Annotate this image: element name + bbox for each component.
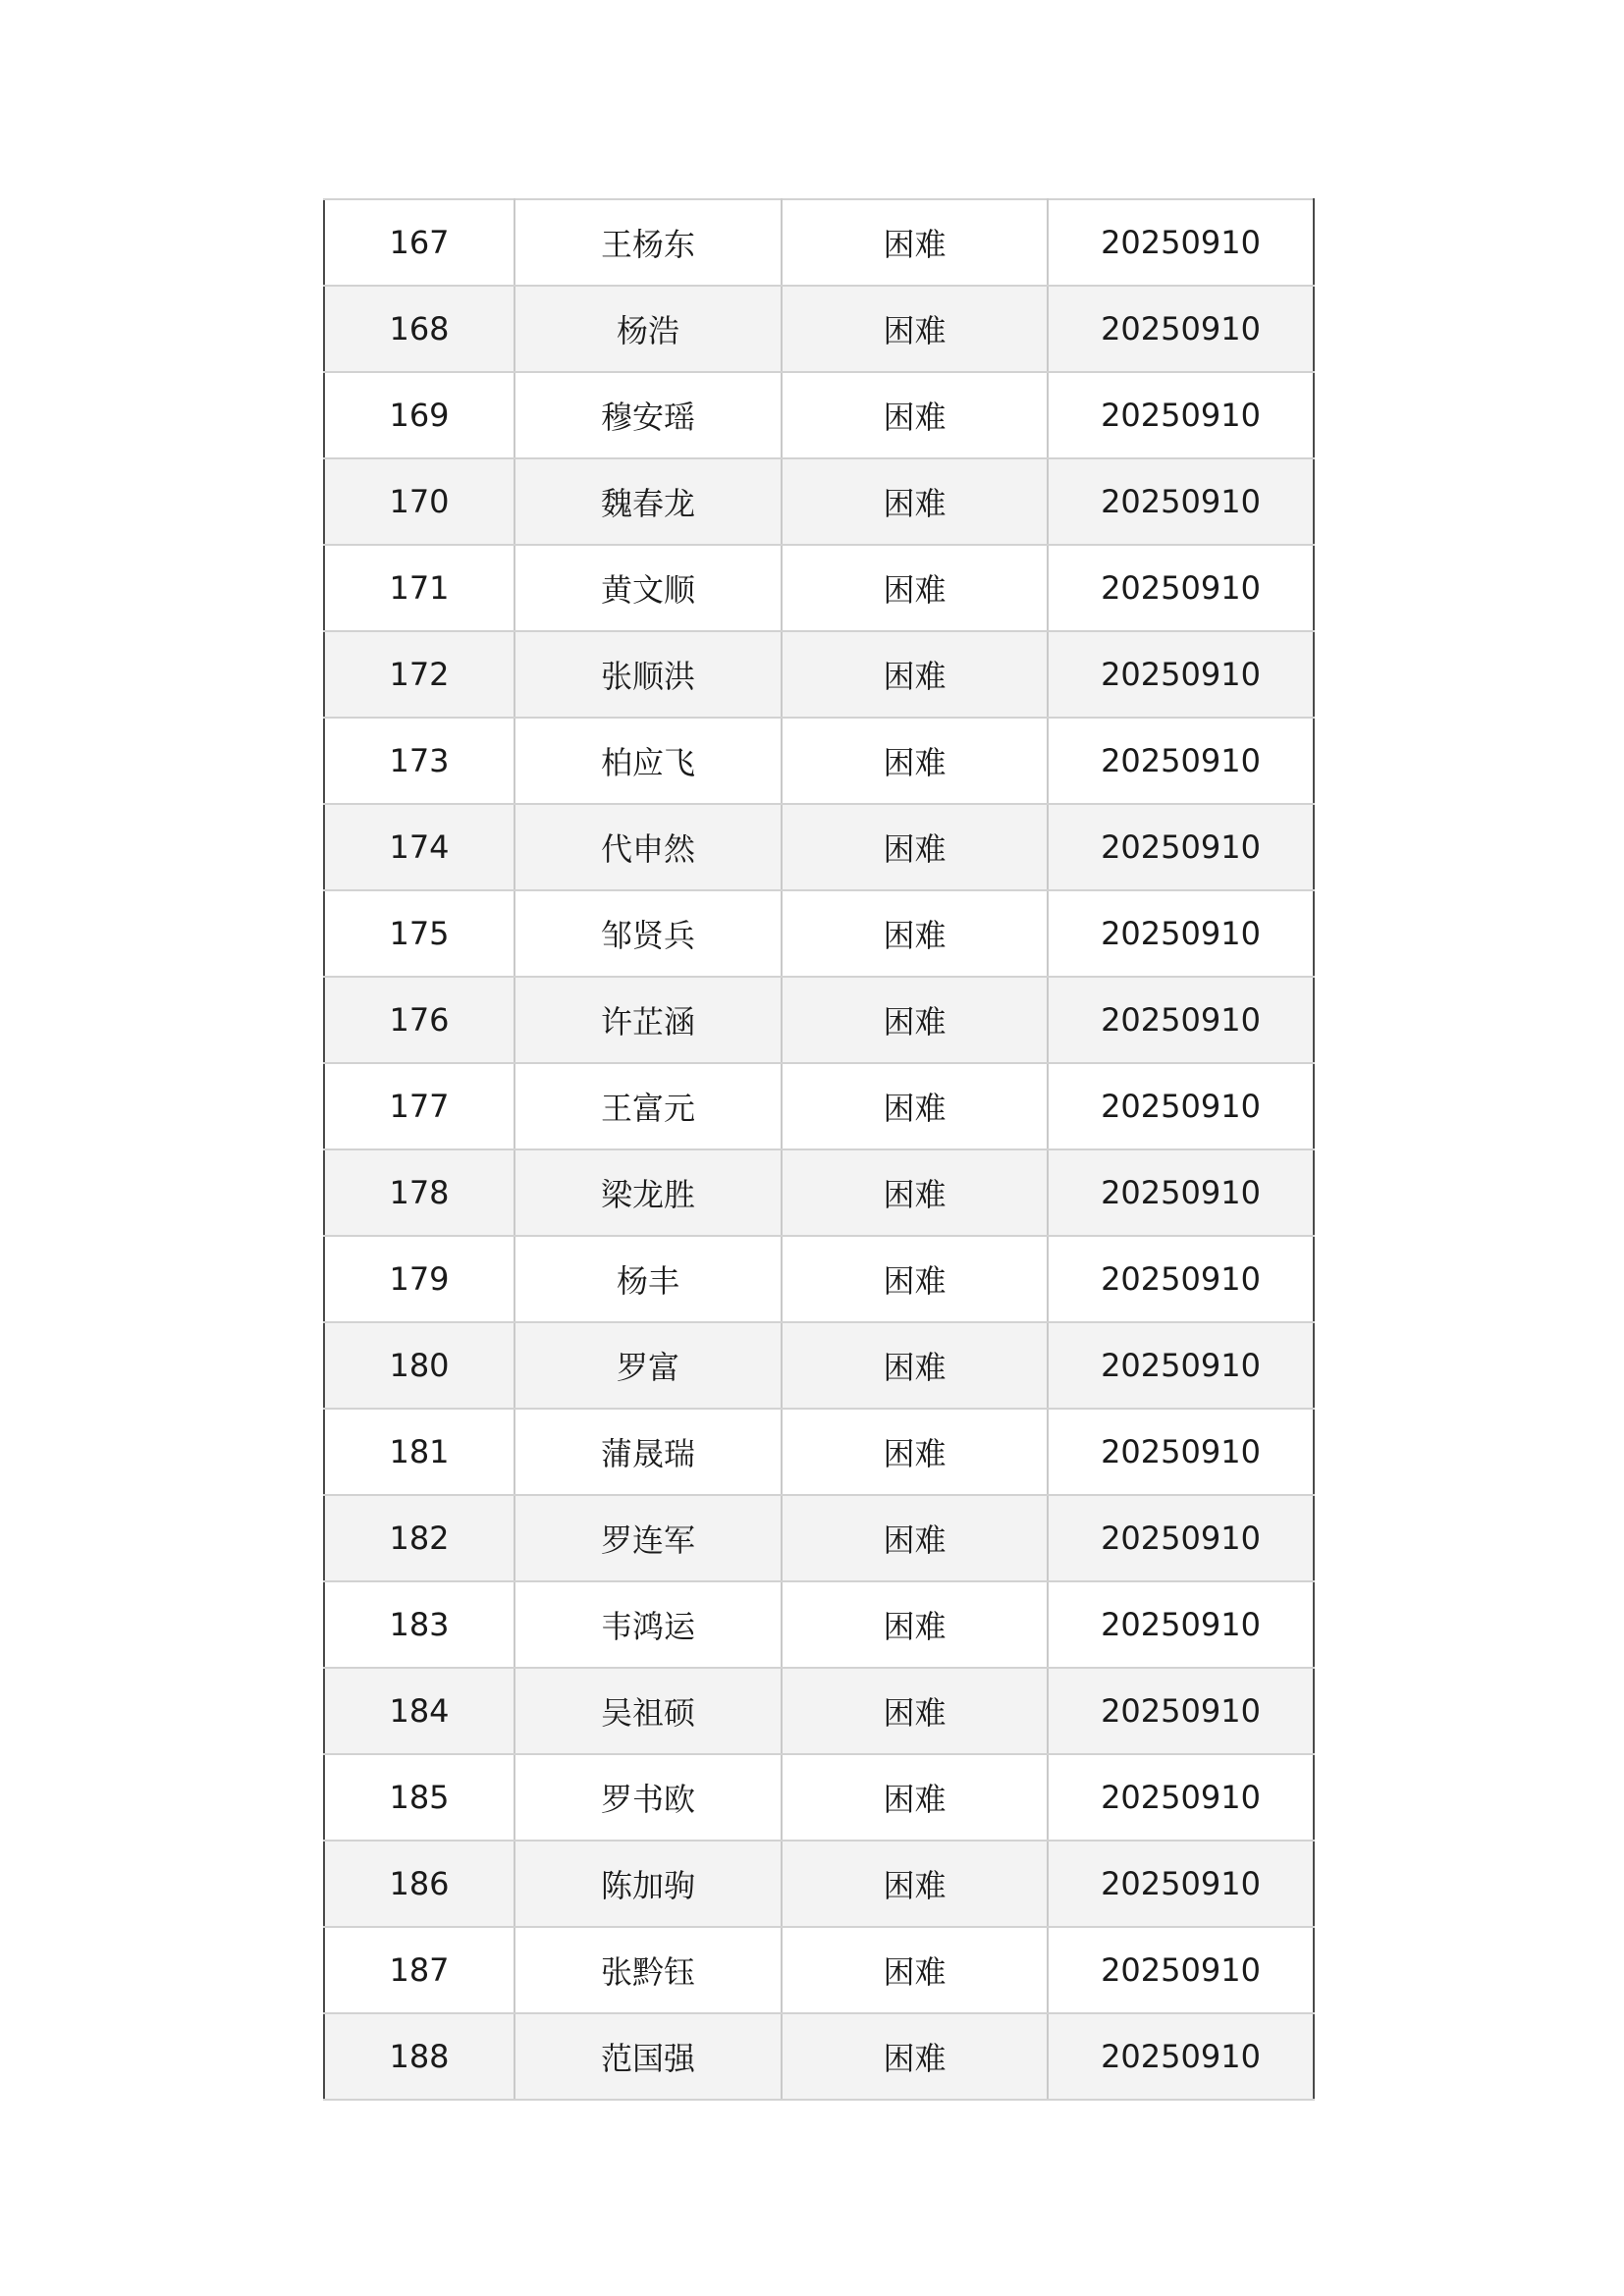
- name-cell: 吴祖硕: [514, 1668, 782, 1754]
- row-number-cell: 179: [324, 1236, 514, 1322]
- table-row: [324, 1927, 1314, 2013]
- row-number-cell: 183: [324, 1581, 514, 1668]
- date-cell: 20250910: [1048, 1927, 1314, 2013]
- date-cell: 20250910: [1048, 458, 1314, 545]
- status-cell: 困难: [782, 1754, 1048, 1841]
- status-cell: 困难: [782, 1841, 1048, 1927]
- name-cell: 韦鸿运: [514, 1581, 782, 1668]
- name-cell: 魏春龙: [514, 458, 782, 545]
- date-cell: 20250910: [1048, 631, 1314, 718]
- row-number-cell: 172: [324, 631, 514, 718]
- table-row: [324, 1063, 1314, 1149]
- name-cell: 王杨东: [514, 199, 782, 286]
- table-row: [324, 1581, 1314, 1668]
- date-cell: 20250910: [1048, 1063, 1314, 1149]
- row-number-cell: 177: [324, 1063, 514, 1149]
- date-cell: 20250910: [1048, 1841, 1314, 1927]
- name-cell: 蒲晟瑞: [514, 1409, 782, 1495]
- status-cell: 困难: [782, 1927, 1048, 2013]
- row-number-cell: 185: [324, 1754, 514, 1841]
- status-cell: 困难: [782, 1495, 1048, 1581]
- row-number-cell: 168: [324, 286, 514, 372]
- table-row: [324, 1754, 1314, 1841]
- name-cell: 邹贤兵: [514, 890, 782, 977]
- name-cell: 代申然: [514, 804, 782, 890]
- row-number-cell: 180: [324, 1322, 514, 1409]
- date-cell: 20250910: [1048, 977, 1314, 1063]
- date-cell: 20250910: [1048, 1668, 1314, 1754]
- row-number-cell: 184: [324, 1668, 514, 1754]
- status-cell: 困难: [782, 1322, 1048, 1409]
- row-number-cell: 175: [324, 890, 514, 977]
- date-cell: 20250910: [1048, 1409, 1314, 1495]
- table-row: [324, 2013, 1314, 2100]
- row-number-cell: 181: [324, 1409, 514, 1495]
- status-cell: 困难: [782, 977, 1048, 1063]
- row-number-cell: 169: [324, 372, 514, 458]
- date-cell: 20250910: [1048, 286, 1314, 372]
- table-row: [324, 890, 1314, 977]
- status-cell: 困难: [782, 458, 1048, 545]
- row-number-cell: 173: [324, 718, 514, 804]
- date-cell: 20250910: [1048, 1322, 1314, 1409]
- name-cell: 范国强: [514, 2013, 782, 2100]
- date-cell: 20250910: [1048, 1149, 1314, 1236]
- table-row: [324, 804, 1314, 890]
- row-number-cell: 171: [324, 545, 514, 631]
- table-row: [324, 1322, 1314, 1409]
- table-row: [324, 977, 1314, 1063]
- date-cell: 20250910: [1048, 718, 1314, 804]
- status-cell: 困难: [782, 1149, 1048, 1236]
- name-cell: 张顺洪: [514, 631, 782, 718]
- name-cell: 陈加驹: [514, 1841, 782, 1927]
- status-cell: 困难: [782, 890, 1048, 977]
- table-row: [324, 1841, 1314, 1927]
- table-row: [324, 1668, 1314, 1754]
- row-number-cell: 170: [324, 458, 514, 545]
- date-cell: 20250910: [1048, 372, 1314, 458]
- table-row: [324, 1149, 1314, 1236]
- date-cell: 20250910: [1048, 1754, 1314, 1841]
- table-row: [324, 1495, 1314, 1581]
- table-row: [324, 1409, 1314, 1495]
- date-cell: 20250910: [1048, 1581, 1314, 1668]
- date-cell: 20250910: [1048, 1236, 1314, 1322]
- status-cell: 困难: [782, 2013, 1048, 2100]
- roster-table-body: [324, 199, 1314, 2100]
- name-cell: 罗连军: [514, 1495, 782, 1581]
- row-number-cell: 167: [324, 199, 514, 286]
- table-row: [324, 718, 1314, 804]
- table-row: [324, 458, 1314, 545]
- table-row: [324, 631, 1314, 718]
- row-number-cell: 186: [324, 1841, 514, 1927]
- name-cell: 王富元: [514, 1063, 782, 1149]
- status-cell: 困难: [782, 545, 1048, 631]
- name-cell: 黄文顺: [514, 545, 782, 631]
- date-cell: 20250910: [1048, 890, 1314, 977]
- row-number-cell: 188: [324, 2013, 514, 2100]
- status-cell: 困难: [782, 372, 1048, 458]
- name-cell: 杨丰: [514, 1236, 782, 1322]
- name-cell: 许芷涵: [514, 977, 782, 1063]
- date-cell: 20250910: [1048, 199, 1314, 286]
- date-cell: 20250910: [1048, 2013, 1314, 2100]
- name-cell: 柏应飞: [514, 718, 782, 804]
- name-cell: 张黔钰: [514, 1927, 782, 2013]
- status-cell: 困难: [782, 1581, 1048, 1668]
- row-number-cell: 174: [324, 804, 514, 890]
- status-cell: 困难: [782, 631, 1048, 718]
- table-row: [324, 286, 1314, 372]
- table-row: [324, 199, 1314, 286]
- roster-table: [323, 198, 1315, 2101]
- status-cell: 困难: [782, 1409, 1048, 1495]
- status-cell: 困难: [782, 1063, 1048, 1149]
- status-cell: 困难: [782, 1668, 1048, 1754]
- date-cell: 20250910: [1048, 1495, 1314, 1581]
- status-cell: 困难: [782, 199, 1048, 286]
- name-cell: 杨浩: [514, 286, 782, 372]
- name-cell: 罗书欧: [514, 1754, 782, 1841]
- name-cell: 穆安瑶: [514, 372, 782, 458]
- status-cell: 困难: [782, 1236, 1048, 1322]
- name-cell: 罗富: [514, 1322, 782, 1409]
- table-row: [324, 1236, 1314, 1322]
- row-number-cell: 176: [324, 977, 514, 1063]
- row-number-cell: 182: [324, 1495, 514, 1581]
- table-row: [324, 545, 1314, 631]
- name-cell: 梁龙胜: [514, 1149, 782, 1236]
- status-cell: 困难: [782, 286, 1048, 372]
- date-cell: 20250910: [1048, 545, 1314, 631]
- status-cell: 困难: [782, 718, 1048, 804]
- status-cell: 困难: [782, 804, 1048, 890]
- row-number-cell: 178: [324, 1149, 514, 1236]
- row-number-cell: 187: [324, 1927, 514, 2013]
- table-row: [324, 372, 1314, 458]
- date-cell: 20250910: [1048, 804, 1314, 890]
